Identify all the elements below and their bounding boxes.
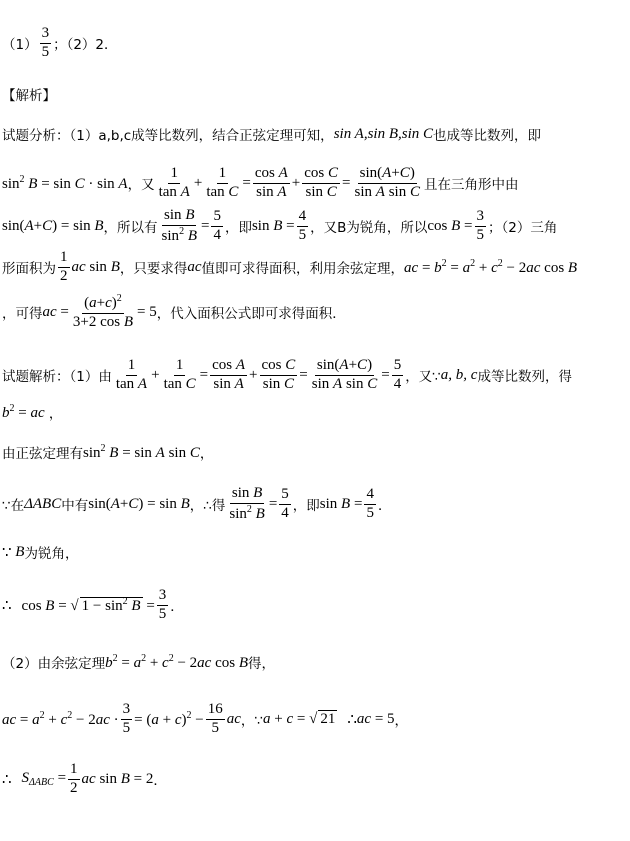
solution-line-3: 由正弦定理有 $\sin^2 B = \sin A$ sin C ， <box>2 442 214 462</box>
solution-line-5: ∵ B 为锐角， <box>2 543 79 562</box>
analysis-line-3: sin(A+C) = sin B ，所以有 $\frac{\text{sin B}}{\sin^2 B}$ = $\frac{5}{4}$ ，即 sin B = $\frac{4}{5}$ ，又B为锐角，所以 cos B = $\frac{3}{5}$ ；（2）三角 <box>2 207 558 244</box>
answer-fraction: $\frac{3}{5}$ <box>41 25 50 60</box>
analysis-line-2: $\sin^2 B = \sin C \cdot \sin A$ ，又 $\frac{1}{\text{tan A}}$ + $\frac{1}{\text{tan C}}$ = $\frac{\text{cos A}}{\text{sin A}}$ + $\frac{\text{cos C}}{\text{sin C}}$ = $\frac{\sin(A+C)}{\text{sin A sin C}}$ 且在三角形中由 <box>2 165 519 200</box>
solution-line-8: ac = $a^2 + c^2 - 2ac$ · $\frac{3}{5}$ = $(a + c)^2$ − $\frac{16}{5}$ ac ，∵ a + c = √ 21 ∴ ac = 5 ， <box>2 701 409 736</box>
analysis-line-5: ，可得 ac = $\frac{(a+c)^2}{\text{3+2 cos B}}$ = 5 ，代入面积公式即可求得面积． <box>2 293 346 330</box>
solution-line-9: ∴ $S_{\Delta ABC}$ = $\frac{1}{2}$ ac sin B = 2 ． <box>2 761 167 796</box>
analysis-line-4: 形面积为 $\frac{1}{2}$ ac sin B ，只要求得 ac 值即可求得面积，利用余弦定理， ac = $b^2 = a^2 + c^2 - 2ac$ cos B <box>2 249 578 284</box>
answer-part1-label: （1） <box>2 37 38 54</box>
section-heading: 【解析】 <box>2 88 56 104</box>
solution-line-2: $b^2$ = ac ， <box>2 402 63 422</box>
solution-line-7: （2）由余弦定理 $b^2 = a^2 + c^2 - 2ac$ cos B 得， <box>2 652 276 672</box>
solution-line-1: 试题解析：（1）由 $\frac{1}{\text{tan A}}$ + $\frac{1}{\text{tan C}}$ = $\frac{\text{cos A}}{\text{sin A}}$ + $\frac{\text{cos C}}{\text{sin C}}$ = $\frac{\sin(A+C)}{\text{sin A sin C}}$ = $\frac{5}{4}$ ，又∵ a, b, c 成等比数列，得 <box>2 357 572 392</box>
solution-line-6: ∴ cos B = √ $1 - \sin^2 B$ = $\frac{3}{5}$ ． <box>2 587 184 622</box>
analysis-line-1: 试题分析：（1）a,b,c成等比数列，结合正弦定理可知， sin A,sin B,sin C 也成等比数列，即 <box>2 125 542 144</box>
solution-line-4: ∵在 ΔABC 中有 sin(A+C) = sin B ，∴得 $\frac{\text{sin B}}{\sin^2 B}$ = $\frac{5}{4}$ ，即 sin B = $\frac{4}{5}$ ． <box>2 485 392 522</box>
answer-part2-label: ；（2）2． <box>53 37 118 54</box>
answer-line <box>2 26 118 61</box>
